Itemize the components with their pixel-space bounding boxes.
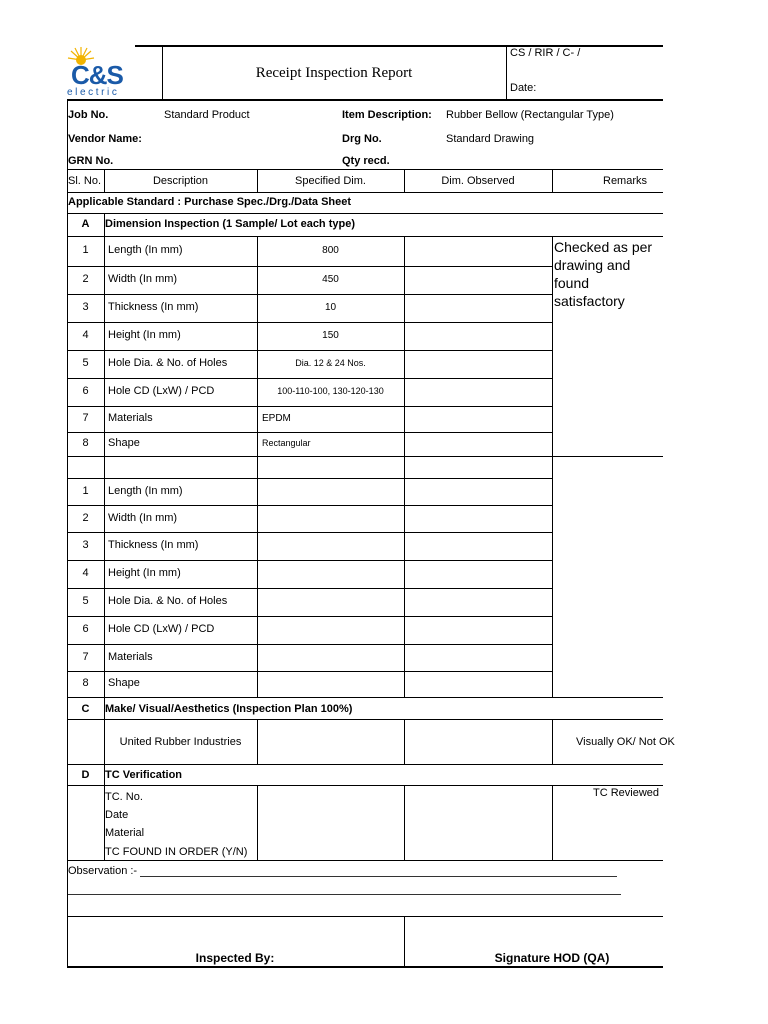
- col-specified-dim: Specified Dim.: [295, 175, 366, 187]
- section-a-description: Height (In mm): [108, 329, 181, 341]
- section-b-description: Width (In mm): [108, 512, 178, 524]
- section-b-description: Materials: [108, 651, 153, 663]
- section-b-sl-no: 8: [82, 677, 89, 689]
- col-description: Description: [152, 175, 209, 187]
- document-number: CS / RIR / C- /: [510, 47, 581, 59]
- section-b-sl-no: 1: [82, 485, 89, 497]
- section-c-title: Make/ Visual/Aesthetics (Inspection Plan 100%): [105, 703, 353, 715]
- col-remarks: Remarks: [603, 175, 648, 187]
- tc-material-label: Material: [105, 827, 145, 839]
- section-a-title: Dimension Inspection (1 Sample/ Lot each type): [105, 218, 355, 230]
- item-description-label: Item Description:: [342, 109, 432, 121]
- logo-text: C&S: [71, 60, 123, 90]
- visual-remark: Visually OK/ Not OK: [576, 736, 675, 748]
- section-a-specified: Rectangular: [262, 438, 311, 448]
- col-sl-no: Sl. No.: [68, 175, 102, 187]
- section-b-sl-no: 2: [82, 512, 89, 524]
- section-a-specified: EPDM: [262, 413, 291, 424]
- section-a-description: Length (In mm): [108, 244, 183, 256]
- section-a-sl-no: 8: [82, 437, 89, 449]
- section-a-description: Hole CD (LxW) / PCD: [108, 385, 215, 397]
- observation-label: Observation :-: [68, 865, 138, 877]
- section-a-sl-no: 2: [82, 273, 89, 285]
- section-a-sl-no: 1: [82, 244, 89, 256]
- section-b-sl-no: 6: [82, 623, 89, 635]
- item-description-value: Rubber Bellow (Rectangular Type): [446, 109, 614, 121]
- section-a-sl-no: 5: [82, 357, 89, 369]
- section-b-description: Hole Dia. & No. of Holes: [108, 595, 228, 607]
- section-a-specified: 450: [322, 274, 339, 285]
- section-b-sl-no: 7: [82, 651, 89, 663]
- section-a-description: Shape: [108, 437, 140, 449]
- section-d-title: TC Verification: [105, 769, 183, 781]
- section-a-description: Thickness (In mm): [108, 301, 199, 313]
- section-b-sl-no: 3: [82, 539, 89, 551]
- section-b-sl-no: 4: [82, 567, 89, 579]
- section-a-sl-no: 4: [82, 329, 89, 341]
- section-a-sl-no: 3: [82, 301, 89, 313]
- section-a-description: Hole Dia. & No. of Holes: [108, 357, 228, 369]
- drg-no-label: Drg No.: [342, 133, 382, 145]
- section-b-description: Height (In mm): [108, 567, 181, 579]
- section-b-description: Shape: [108, 677, 140, 689]
- logo-subtext: electric: [67, 87, 120, 98]
- tc-date-label: Date: [105, 809, 129, 821]
- inspected-by-label: Inspected By:: [195, 951, 275, 965]
- tc-no-label: TC. No.: [105, 791, 143, 803]
- section-a-remark: Checked as per drawing and found satisfactory: [554, 239, 653, 309]
- section-b-description: Thickness (In mm): [108, 539, 199, 551]
- section-a-sl-no: 7: [82, 412, 89, 424]
- job-no-label: Job No.: [68, 109, 109, 121]
- make-name: United Rubber Industries: [119, 736, 242, 748]
- report-title: Receipt Inspection Report: [255, 65, 413, 81]
- applicable-standard: Applicable Standard : Purchase Spec./Drg./Data Sheet: [68, 196, 352, 208]
- company-logo: [67, 46, 135, 99]
- job-no-value: Standard Product: [164, 109, 250, 121]
- grn-no-label: GRN No.: [68, 155, 114, 167]
- qty-recd-label: Qty recd.: [342, 155, 390, 167]
- tc-found-label: TC FOUND IN ORDER (Y/N): [105, 846, 248, 858]
- section-a-letter: A: [81, 218, 90, 230]
- col-dim-observed: Dim. Observed: [441, 175, 515, 187]
- section-b-description: Length (In mm): [108, 485, 183, 497]
- section-b-sl-no: 5: [82, 595, 89, 607]
- section-a-sl-no: 6: [82, 385, 89, 397]
- section-c-letter: C: [81, 703, 90, 715]
- vendor-name-label: Vendor Name:: [68, 133, 142, 145]
- section-a-specified: 100-110-100, 130-120-130: [277, 386, 384, 396]
- date-label: Date:: [510, 82, 537, 94]
- drg-no-value: Standard Drawing: [446, 133, 535, 145]
- section-d-letter: D: [81, 769, 90, 781]
- section-a-specified: Dia. 12 & 24 Nos.: [295, 358, 366, 368]
- section-a-specified: 10: [324, 302, 337, 313]
- signature-hod-label: Signature HOD (QA): [494, 951, 610, 965]
- section-a-specified: 800: [322, 245, 339, 256]
- section-a-specified: 150: [322, 330, 339, 341]
- section-a-description: Width (In mm): [108, 273, 178, 285]
- tc-reviewed-remark: TC Reviewed: [593, 787, 660, 799]
- section-b-description: Hole CD (LxW) / PCD: [108, 623, 215, 635]
- section-a-description: Materials: [108, 412, 153, 424]
